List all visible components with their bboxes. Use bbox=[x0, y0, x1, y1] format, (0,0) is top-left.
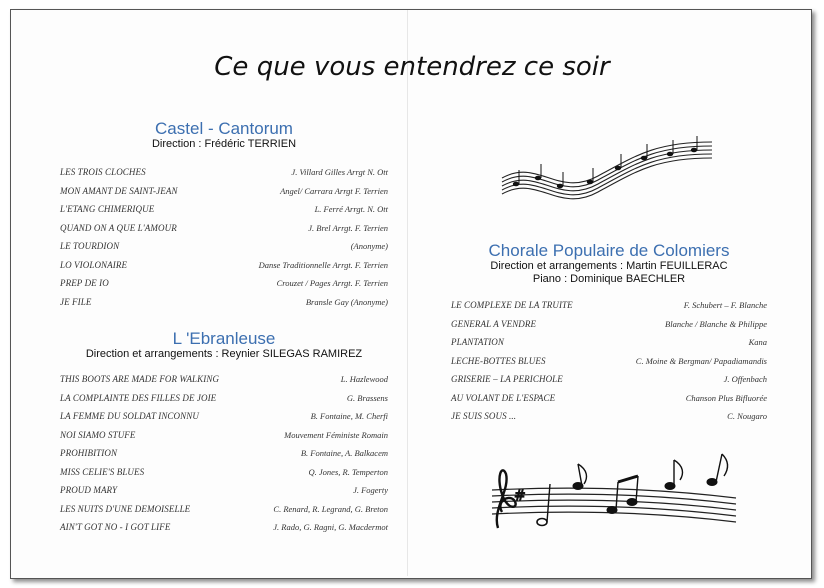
song-title: QUAND ON A QUE L'AMOUR bbox=[60, 222, 177, 233]
song-credit: B. Fontaine, M. Cherfi bbox=[310, 411, 388, 421]
song-title: LES TROIS CLOCHES bbox=[60, 167, 146, 177]
song-credit: L. Hazlewood bbox=[340, 374, 388, 384]
song-credit: C. Nougaro bbox=[727, 411, 767, 421]
song-title: GENERAL A VENDRE bbox=[451, 318, 537, 329]
castel-name: Castel - Cantorum bbox=[155, 119, 293, 138]
chorale-name: Chorale Populaire de Colomiers bbox=[488, 241, 730, 260]
chorale-section bbox=[451, 241, 767, 426]
song-row bbox=[60, 389, 388, 408]
song-title: AU VOLANT DE L'ESPACE bbox=[451, 392, 556, 403]
song-credit: J. Villard Gilles Arrgt N. Ott bbox=[291, 167, 388, 177]
song-title: PROHIBITION bbox=[60, 448, 118, 458]
song-title: LE TOURDION bbox=[60, 241, 120, 251]
song-row bbox=[60, 256, 388, 275]
song-credit: (Anonyme) bbox=[350, 241, 388, 251]
song-title: LA COMPLAINTE DES FILLES DE JOIE bbox=[60, 392, 217, 403]
ebranleuse-direction: Direction et arrangements : Reynier SILEGAS RAMIREZ bbox=[85, 348, 363, 360]
ebranleuse-song-list bbox=[60, 370, 388, 537]
song-title: GRISERIE – LA PERICHOLE bbox=[451, 374, 563, 384]
song-title: PREP DE IO bbox=[60, 278, 109, 288]
song-row bbox=[451, 333, 767, 352]
song-credit: C. Moine & Bergman/ Papadiamandis bbox=[635, 355, 767, 366]
song-row bbox=[60, 518, 388, 537]
song-title: MON AMANT DE SAINT-JEAN bbox=[60, 185, 178, 196]
song-row bbox=[60, 481, 388, 500]
song-title: NOI SIAMO STUFE bbox=[60, 429, 136, 440]
song-row bbox=[60, 274, 388, 293]
song-row bbox=[60, 463, 388, 482]
song-title: THIS BOOTS ARE MADE FOR WALKING bbox=[60, 374, 220, 384]
song-credit: Bransle Gay (Anonyme) bbox=[305, 296, 388, 307]
castel-song-list bbox=[60, 163, 388, 311]
song-credit: Chanson Plus Bifluorée bbox=[685, 392, 767, 403]
song-row bbox=[451, 370, 767, 389]
ebranleuse-section bbox=[60, 329, 388, 537]
song-credit: J. Fogerty bbox=[353, 485, 388, 495]
song-row bbox=[60, 426, 388, 445]
song-title: AIN'T GOT NO - I GOT LIFE bbox=[60, 522, 171, 532]
song-row bbox=[451, 389, 767, 408]
song-credit: B. Fontaine, A. Balkacem bbox=[300, 448, 388, 458]
song-credit: J. Rado, G. Ragni, G. Macdermot bbox=[273, 522, 388, 532]
song-credit: Blanche / Blanche & Philippe bbox=[665, 318, 767, 329]
song-row bbox=[60, 219, 388, 238]
song-title: L'ETANG CHIMERIQUE bbox=[60, 204, 155, 214]
music-staff-notes-icon bbox=[484, 450, 744, 542]
song-credit: Angel/ Carrara Arrgt F. Terrien bbox=[280, 185, 388, 196]
page-fold bbox=[407, 10, 408, 576]
song-title: JE SUIS SOUS ... bbox=[451, 411, 517, 421]
song-row bbox=[60, 444, 388, 463]
song-credit: L. Ferré Arrgt. N. Ott bbox=[314, 204, 388, 214]
song-credit: Kana bbox=[748, 337, 767, 347]
song-credit: Mouvement Féministe Romain bbox=[284, 429, 388, 440]
song-row bbox=[451, 352, 767, 371]
song-row bbox=[451, 315, 767, 334]
song-credit: C. Renard, R. Legrand, G. Breton bbox=[273, 503, 388, 514]
song-credit: Danse Traditionnelle Arrgt. F. Terrien bbox=[258, 259, 388, 270]
song-row bbox=[60, 200, 388, 219]
song-credit: G. Brassens bbox=[346, 392, 388, 403]
song-title: JE FILE bbox=[60, 296, 92, 307]
song-title: PROUD MARY bbox=[60, 485, 118, 495]
page-title: Ce que vous entendrez ce soir bbox=[214, 52, 610, 82]
song-row bbox=[60, 370, 388, 389]
svg-text:#: # bbox=[514, 488, 526, 504]
wavy-music-staff-icon bbox=[498, 132, 718, 204]
song-credit: J. Offenbach bbox=[723, 374, 767, 384]
castel-section bbox=[60, 119, 388, 311]
song-title: LE COMPLEXE DE LA TRUITE bbox=[451, 300, 573, 310]
song-title: LECHE-BOTTES BLUES bbox=[451, 355, 546, 366]
song-row bbox=[60, 163, 388, 182]
song-title: PLANTATION bbox=[451, 337, 505, 347]
song-row bbox=[60, 237, 388, 256]
song-title: LES NUITS D'UNE DEMOISELLE bbox=[60, 503, 191, 514]
song-title: LO VIOLONAIRE bbox=[60, 259, 128, 270]
song-title: LA FEMME DU SOLDAT INCONNU bbox=[60, 411, 199, 421]
chorale-piano: Piano : Dominique BAECHLER bbox=[532, 273, 686, 285]
song-credit: Crouzet / Pages Arrgt. F. Terrien bbox=[276, 278, 388, 288]
song-row bbox=[60, 500, 388, 519]
ebranleuse-name: L 'Ebranleuse bbox=[172, 329, 276, 348]
song-credit: F. Schubert – F. Blanche bbox=[683, 300, 767, 310]
song-row bbox=[60, 293, 388, 312]
song-title: MISS CELIE'S BLUES bbox=[60, 466, 145, 477]
song-row bbox=[451, 296, 767, 315]
song-credit: J. Brel Arrgt. F. Terrien bbox=[308, 222, 388, 233]
song-row bbox=[60, 407, 388, 426]
chorale-direction: Direction et arrangements : Martin FEUILLERAC bbox=[490, 260, 728, 272]
chorale-song-list bbox=[451, 296, 767, 426]
song-row bbox=[60, 182, 388, 201]
castel-direction: Direction : Frédéric TERRIEN bbox=[151, 138, 297, 150]
song-row bbox=[451, 407, 767, 426]
song-credit: Q. Jones, R. Temperton bbox=[308, 466, 388, 477]
